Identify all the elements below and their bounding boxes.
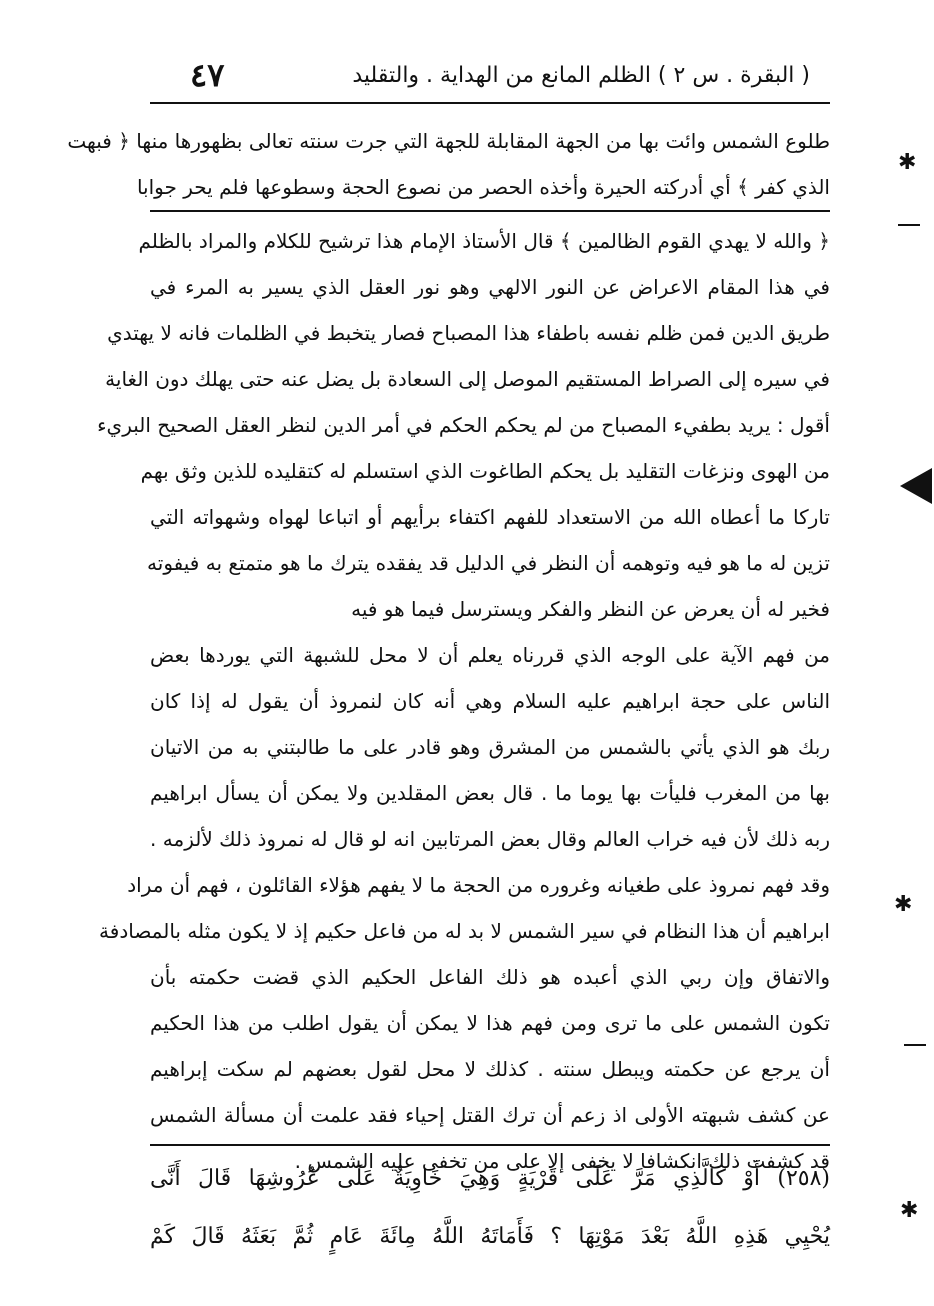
margin-arrow-icon: [900, 468, 932, 504]
verse-rule: [150, 1144, 830, 1146]
text-line: في سيره إلى الصراط المستقيم الموصل إلى السعادة بل يضل عنه حتى يهلك دون الغاية: [105, 367, 830, 391]
text-line: أن يرجع عن حكمته ويبطل سنته . كذلك لا محل لقول بعضهم لم سكت إبراهيم: [150, 1057, 830, 1081]
text-line: ابراهيم أن هذا النظام في سير الشمس لا بد له من فاعل حكيم إذ لا يكون مثله بالمصادفة: [99, 919, 830, 943]
text-line: وقد فهم نمروذ على طغيانه وغروره من الحجة ما لا يفهم هؤلاء القائلون ، فهم أن مراد: [127, 873, 830, 897]
verse-line: يُحْيِي هَذِهِ اللَّهُ بَعْدَ مَوْتِهَا ؟ فَأَمَاتَهُ اللَّهُ مِائَةَ عَامٍ ثُمَّ بَعَثَهُ قَالَ كَمْ: [150, 1224, 830, 1249]
margin-star-icon: ✱: [900, 1198, 919, 1223]
header-rule: [150, 102, 830, 104]
text-line: تزين له ما هو فيه وتوهمه أن النظر في الدليل قد يفقده يترك ما هو متمتع به فيفوته: [147, 551, 830, 575]
text-line: تكون الشمس على ما ترى ومن فهم هذا لا يمكن أن يقول اطلب من هذا الحكيم: [150, 1011, 830, 1035]
text-line: طريق الدين فمن ظلم نفسه باطفاء هذا المصباح فصار يتخبط في الظلمات فانه لا يهتدي: [107, 321, 830, 345]
quran-verse: [150, 1150, 830, 1266]
margin-star-icon: ✱: [898, 150, 917, 175]
text-line: أقول : يريد بطفيء المصباح من لم يحكم الحكم في أمر الدين لنظر العقل الصحيح البريء: [97, 413, 830, 437]
text-line: في هذا المقام الاعراض عن النور الالهي وهو نور العقل الذي يسير به المرء في: [150, 275, 830, 299]
margin-dash-icon: [898, 224, 920, 226]
text-line: ربك هو الذي يأتي بالشمس من المشرق وهو قادر على ما طالبتني به من الاتيان: [150, 735, 830, 759]
text-line: بها من المغرب فليأت بها يوما ما . قال بعض المقلدين ولا يمكن أن يسأل ابراهيم: [150, 781, 830, 805]
page-number: ٤٧: [190, 56, 225, 94]
text-line: من فهم الآية على الوجه الذي قررناه يعلم أن لا محل للشبهة التي يوردها بعض: [150, 643, 830, 667]
margin-dash-icon: [904, 1044, 926, 1046]
text-line: طلوع الشمس وائت بها من الجهة المقابلة للجهة التي جرت سنته تعالى بظهورها منها ﴿ فبهت: [67, 129, 830, 153]
text-line: عن كشف شبهته الأولى اذ زعم أن ترك القتل إحياء فقد علمت أن مسألة الشمس: [150, 1103, 830, 1127]
text-line: فخير له أن يعرض عن النظر والفكر ويسترسل فيما هو فيه: [351, 597, 830, 621]
text-line: من الهوى ونزغات التقليد بل يحكم الطاغوت الذي استسلم له كتقليده للذين وثق بهم: [140, 459, 830, 483]
page-header: [150, 56, 830, 94]
text-line: تاركا ما أعطاه الله من الاستعداد للفهم اكتفاء برأيهم أو اتباعا لهواه وشهواته التي: [150, 505, 830, 529]
margin-star-icon: ✱: [894, 892, 913, 917]
running-head: ( البقرة . س ٢ ) الظلم المانع من الهداية . والتقليد: [352, 62, 810, 88]
text-line: والاتفاق وإن ربي الذي أعبده هو ذلك الفاعل الحكيم الذي قضت حكمته بأن: [150, 965, 830, 989]
text-line: قد كشفت ذلك انكشافا لا يخفى إلا على من تخفى عليه الشمس .: [294, 1149, 830, 1173]
text-line: الناس على حجة ابراهيم عليه السلام وهي أنه كان لنمروذ أن يقول له إذا كان: [150, 689, 830, 713]
text-line: ربه ذلك لأن فيه خراب العالم وقال بعض المرتابين انه لو قال له نمروذ ذلك لألزمه .: [150, 827, 830, 851]
text-line: الذي كفر ﴾ أي أدركته الحيرة وأخذه الحصر من نصوع الحجة وسطوعها فلم يحر جوابا: [136, 175, 830, 199]
commentary-text: [67, 118, 830, 1184]
text-line: ﴿ والله لا يهدي القوم الظالمين ﴾ قال الأستاذ الإمام هذا ترشيح للكلام والمراد بالظلم: [138, 229, 830, 253]
verse-line: (٢٥٨) أَوْ كَالَّذِي مَرَّ عَلَى قَرْيَةٍ وَهِيَ خَاوِيَةٌ عَلَى عُرُوشِهَا قَالَ أَنَّى: [150, 1166, 830, 1191]
